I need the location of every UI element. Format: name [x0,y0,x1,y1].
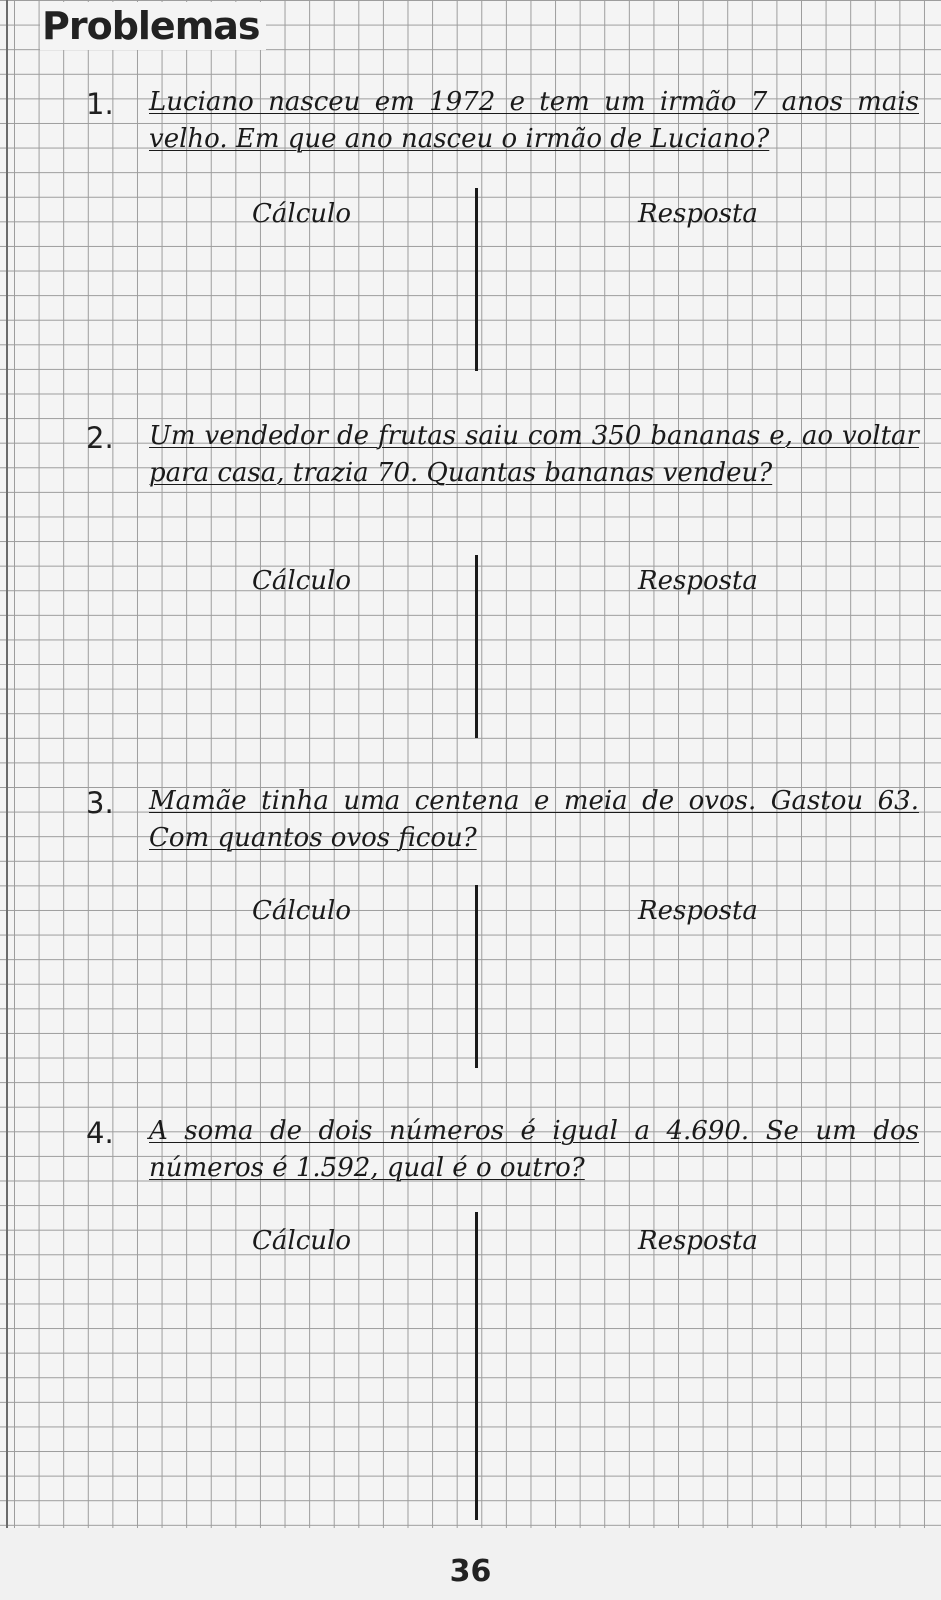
left-margin-line [6,0,8,1528]
answer-label: Resposta [638,896,758,926]
page-title: Problemas [40,2,266,50]
problem-statement [149,1113,919,1187]
page-number: 36 [449,1554,492,1589]
problem-text: Luciano nasceu em 1972 e tem um irmão 7 anos mais velho. Em que ano nasceu o irmão de Luciano? [149,87,919,154]
calculation-label: Cálculo [252,1226,351,1256]
column-divider [475,885,478,1068]
calculation-label: Cálculo [252,896,351,926]
problem-statement [149,418,919,492]
problem-number: 2. [86,421,114,455]
problem-text: Mamãe tinha uma centena e meia de ovos. Gastou 63. Com quantos ovos ficou? [149,786,919,853]
calculation-label: Cálculo [252,566,351,596]
problem-statement [149,84,919,158]
calculation-label: Cálculo [252,199,351,229]
answer-label: Resposta [638,199,758,229]
answer-label: Resposta [638,566,758,596]
column-divider [475,555,478,738]
problem-text: Um vendedor de frutas saiu com 350 bananas e, ao voltar para casa, trazia 70. Quantas bananas vendeu? [149,421,919,488]
problem-number: 4. [86,1116,114,1150]
column-divider [475,1212,478,1520]
answer-label: Resposta [638,1226,758,1256]
column-divider [475,188,478,371]
problem-number: 3. [86,786,114,820]
problem-text: A soma de dois números é igual a 4.690. Se um dos números é 1.592, qual é o outro? [149,1116,919,1183]
problem-number: 1. [86,87,114,121]
problem-statement [149,783,919,857]
